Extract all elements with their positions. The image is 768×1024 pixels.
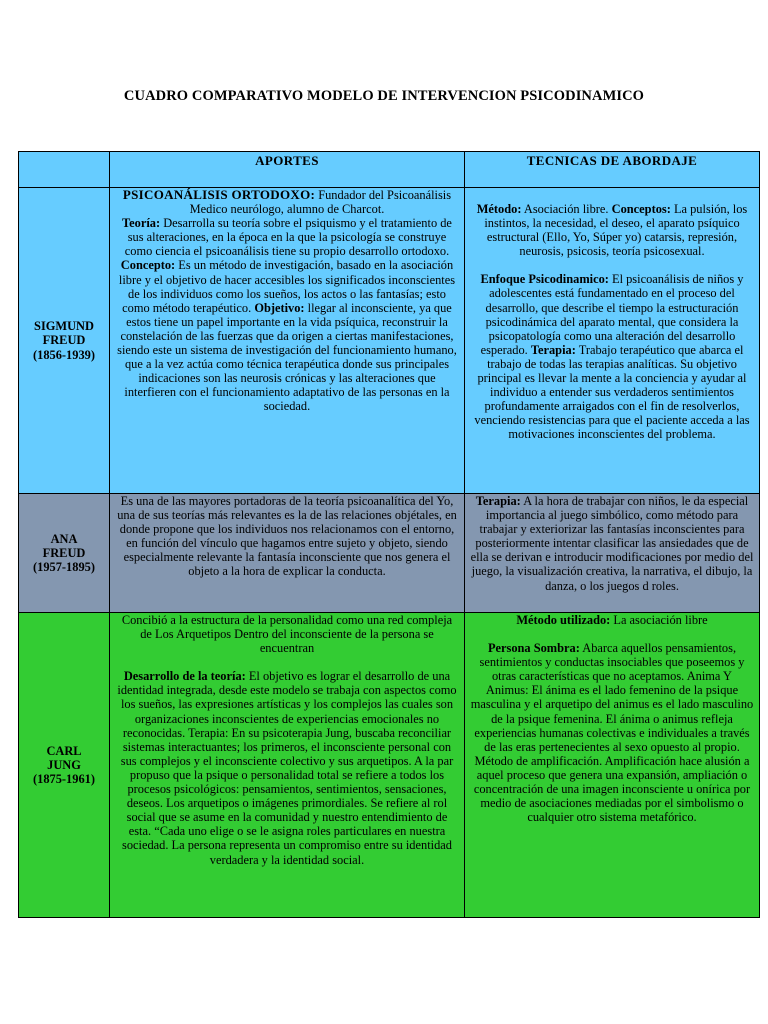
table-header-row	[19, 152, 760, 188]
table-row-ana	[19, 494, 760, 613]
jung-tecnicas-sombra: Persona Sombra: Abarca aquellos pensamientos, sentimientos y conductas insociables que poseemos y otras características que no aceptamos. Anima Y Animus: El ánima es el lado femenino de la psique masculina y el arquetipo del animus es el lado masculino de la psique femenina. El ánima o animus refleja experiencias humanas colectivas e individuales a través de las eras pertenecientes al sexo opuesto al propio. Método de amplificación. Amplificación hace alusión a aquel proceso que genera una expansión, ampliación o concentración de una imagen inconsciente u onírica por medio de asociaciones mediadas por el simbolismo o cualquier otro sistema metafórico.	[470, 641, 754, 825]
author-name-freud-line2: FREUD	[42, 333, 86, 348]
jung-aportes-p1: Concibió a la estructura de la personalidad como una red compleja de Los Arquetipos Dentro del inconsciente de la persona se encuentran	[121, 613, 453, 656]
author-name-jung-line1: CARL	[46, 743, 82, 758]
author-years-ana: (1957-1895)	[33, 560, 95, 575]
table-row-freud	[19, 188, 760, 494]
document-title: CUADRO COMPARATIVO MODELO DE INTERVENCION PSICODINAMICO	[123, 88, 645, 104]
freud-aportes-p1: PSICOANÁLISIS ORTODOXO: Fundador del Psicoanálisis Medico neurólogo, alumno de Charcot.	[122, 187, 452, 217]
tecnicas-cell-jung	[465, 613, 760, 918]
jung-tecnicas-metodo: Método utilizado: La asociación libre	[516, 613, 708, 627]
table-row-jung	[19, 613, 760, 918]
header-aportes: APORTES	[255, 153, 319, 168]
aportes-cell-ana	[110, 494, 465, 613]
author-cell-freud	[19, 188, 110, 494]
author-years-freud: (1856-1939)	[33, 347, 95, 362]
header-author-cell	[19, 152, 110, 188]
tecnicas-cell-ana	[465, 494, 760, 613]
ana-tecnicas-terapia: Terapia: A la hora de trabajar con niños, le da especial importancia al juego simbólico, como método para trabajar y exteriorizar las fantasías inconscientes para posteriormente intentar clasificar las ansiedades que de ella se derivan e introducir modificaciones por medio del juego, la visualización creativa, la narrativa, el dibujo, la danza, o los juegos d roles.	[470, 494, 754, 593]
comparison-table	[18, 151, 760, 918]
spacer	[115, 655, 459, 669]
spacer	[470, 258, 754, 272]
aportes-cell-freud	[110, 188, 465, 494]
jung-aportes-p2: Desarrollo de la teoría: El objetivo es lograr el desarrollo de una identidad integrada, desde este modelo se trabaja con aspectos como los sueños, las expresiones artísticas y los complejos las cuales son organizaciones inconscientes de experiencias emocionales no reconocidas. Terapia: En su psicoterapia Jung, buscaba reconciliar sistemas interactuantes; los primeros, el inconsciente personal con sus complejos y el inconsciente colectivo y sus arquetipos. A la par propuso que la psique o personalidad total se refiere a todos los procesos psicológicos: pensamientos, sentimientos, sensaciones, deseos. Los arquetipos o imágenes primordiales. Se refiere al rol social que se asume en la comunidad y nuestro entendimiento de esta. “Cada uno elige o se le asigna roles particulares en nuestra sociedad. La persona representa un compromiso entre su identidad verdadera y la identidad social.	[117, 669, 457, 867]
header-tecnicas-cell	[465, 152, 760, 188]
author-name-ana-line2: FREUD	[42, 545, 86, 560]
author-years-jung: (1875-1961)	[33, 772, 95, 787]
header-aportes-cell	[110, 152, 465, 188]
author-cell-jung	[19, 613, 110, 918]
author-name-jung-line2: JUNG	[47, 757, 81, 772]
spacer	[470, 627, 754, 641]
freud-tecnicas-metodo: Método: Asociación libre. Conceptos: La pulsión, los instintos, la necesidad, el deseo, el aparato psíquico estructural (Ello, Yo, Súper yo) catarsis, represión, neurosis, psicosis, teoría psicosexual.	[476, 202, 748, 259]
header-tecnicas: TECNICAS DE ABORDAJE	[526, 153, 698, 168]
author-name-ana-line1: ANA	[50, 531, 78, 546]
aportes-cell-jung	[110, 613, 465, 918]
author-name-freud-line1: SIGMUND	[34, 319, 94, 334]
author-cell-ana	[19, 494, 110, 613]
tecnicas-cell-freud	[465, 188, 760, 494]
freud-aportes-body: Teoría: Desarrolla su teoría sobre el psiquismo y el tratamiento de sus alteraciones, en la época en la que la psicología se construye como ciencia el psicoanálisis tiene su propio desarrollo ortodoxo. Concepto: Es un método de investigación, basado en la asociación libre y el objetivo de hacer accesibles los significados inconscientes de los individuos como los sueños, los actos o las fantasías; esto como método terapéutico. Objetivo: llegar al inconsciente, ya que estos tiene un papel importante en la vida psíquica, reconstruir la constelación de las fuerzas que da origen a ciertas manifestaciones, siendo este un sistema de investigación del funcionamiento humano, que a la vez actúa como técnica terapéutica donde sus principales indicaciones son las neurosis crónicas y las alteraciones que interfieren con el funcionamiento adaptativo de las personas en la sociedad.	[117, 216, 457, 414]
spacer	[470, 188, 754, 202]
ana-aportes-text: Es una de las mayores portadoras de la teoría psicoanalítica del Yo, una de sus teorías más relevantes es la de las relaciones objétales, en donde propone que los individuos nos relacionamos con el entorno, en función del vínculo que hagamos entre sujeto y objeto, siendo especialmente relevante la fantasía inconsciente que nos genera el objeto a la hora de explicar la conducta.	[117, 494, 457, 579]
freud-tecnicas-enfoque: Enfoque Psicodinamico: El psicoanálisis de niños y adolescentes está fundamentado en el proceso del desarrollo, que describe el tiempo la estructuración psicodinámica del aparato mental, que considera la psicopatología como una alteración del desarrollo esperado. Terapia: Trabajo terapéutico que abarca el trabajo de todas las terapias analíticas. Su objetivo principal es llevar la mente a la conciencia y ayudar al individuo a entender sus verdaderos sentimientos profundamente arraigados con el fin de resolverlos, venciendo resistencias para que el paciente acceda a las motivaciones inconscientes del problema.	[474, 272, 750, 442]
